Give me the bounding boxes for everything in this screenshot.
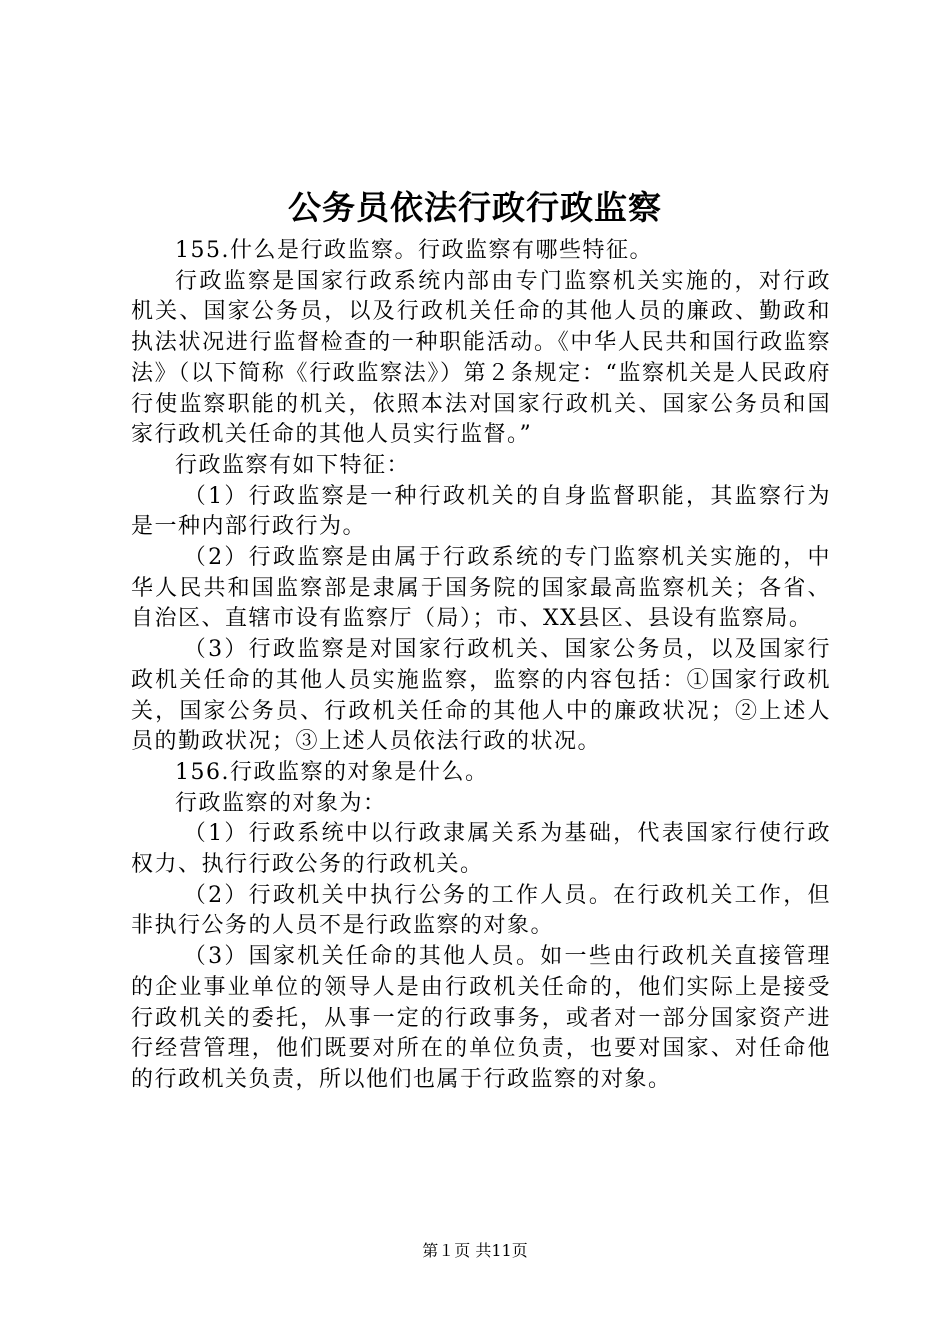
question-155: 155.什么是行政监察。行政监察有哪些特征。 — [175, 238, 653, 263]
page-title: 公务员依法行政行政监察 — [288, 188, 662, 227]
feature-item-1: （1）行政监察是一种行政机关的自身监督职能，其监察行为是一种内部行政行为。 — [131, 483, 831, 540]
features-heading: 行政监察有如下特征： — [175, 452, 411, 478]
page-number-footer: 第１页 共11页 — [422, 1241, 528, 1260]
object-item-2: （2）行政机关中执行公务的工作人员。在行政机关工作，但非执行公务的人员不是行政监察的对象。 — [131, 882, 831, 939]
document-body — [131, 236, 831, 1096]
object-item-1: （1）行政系统中以行政隶属关系为基础，代表国家行使行政权力、执行行政公务的行政机关。 — [131, 821, 831, 878]
objects-heading: 行政监察的对象为： — [175, 790, 387, 816]
answer-155-definition: 行政监察是国家行政系统内部由专门监察机关实施的，对行政机关、国家公务员，以及行政机关任命的其他人员的廉政、勤政和执法状况进行监督检查的一种职能活动。《中华人民共和国行政监察法》（以下简称《行政监察法》）第２条规定：“监察机关是人民政府行使监察职能的机关，依照本法对国家行政机关、国家公务员和国家行政机关任命的其他人员实行监督。” — [131, 268, 831, 448]
feature-item-3: （3）行政监察是对国家行政机关、国家公务员，以及国家行政机关任命的其他人员实施监察，监察的内容包括：①国家行政机关，国家公务员、行政机关任命的其他人中的廉政状况；②上述人员的勤政状况；③上述人员依法行政的状况。 — [131, 637, 831, 755]
question-156: 156.行政监察的对象是什么。 — [175, 759, 489, 785]
feature-item-2: （2）行政监察是由属于行政系统的专门监察机关实施的，中华人民共和国监察部是隶属于国务院的国家最高监察机关；各省、自治区、直辖市设有监察厅（局）；市、XX县区、县设有监察局。 — [131, 545, 831, 632]
object-item-3: （3）国家机关任命的其他人员。如一些由行政机关直接管理的企业事业单位的领导人是由行政机关任命的，他们实际上是接受行政机关的委托，从事一定的行政事务，或者对一部分国家资产进行经营管理，他们既要对所在的单位负责，也要对国家、对任命他的行政机关负责，所以他们也属于行政监察的对象。 — [131, 944, 831, 1092]
